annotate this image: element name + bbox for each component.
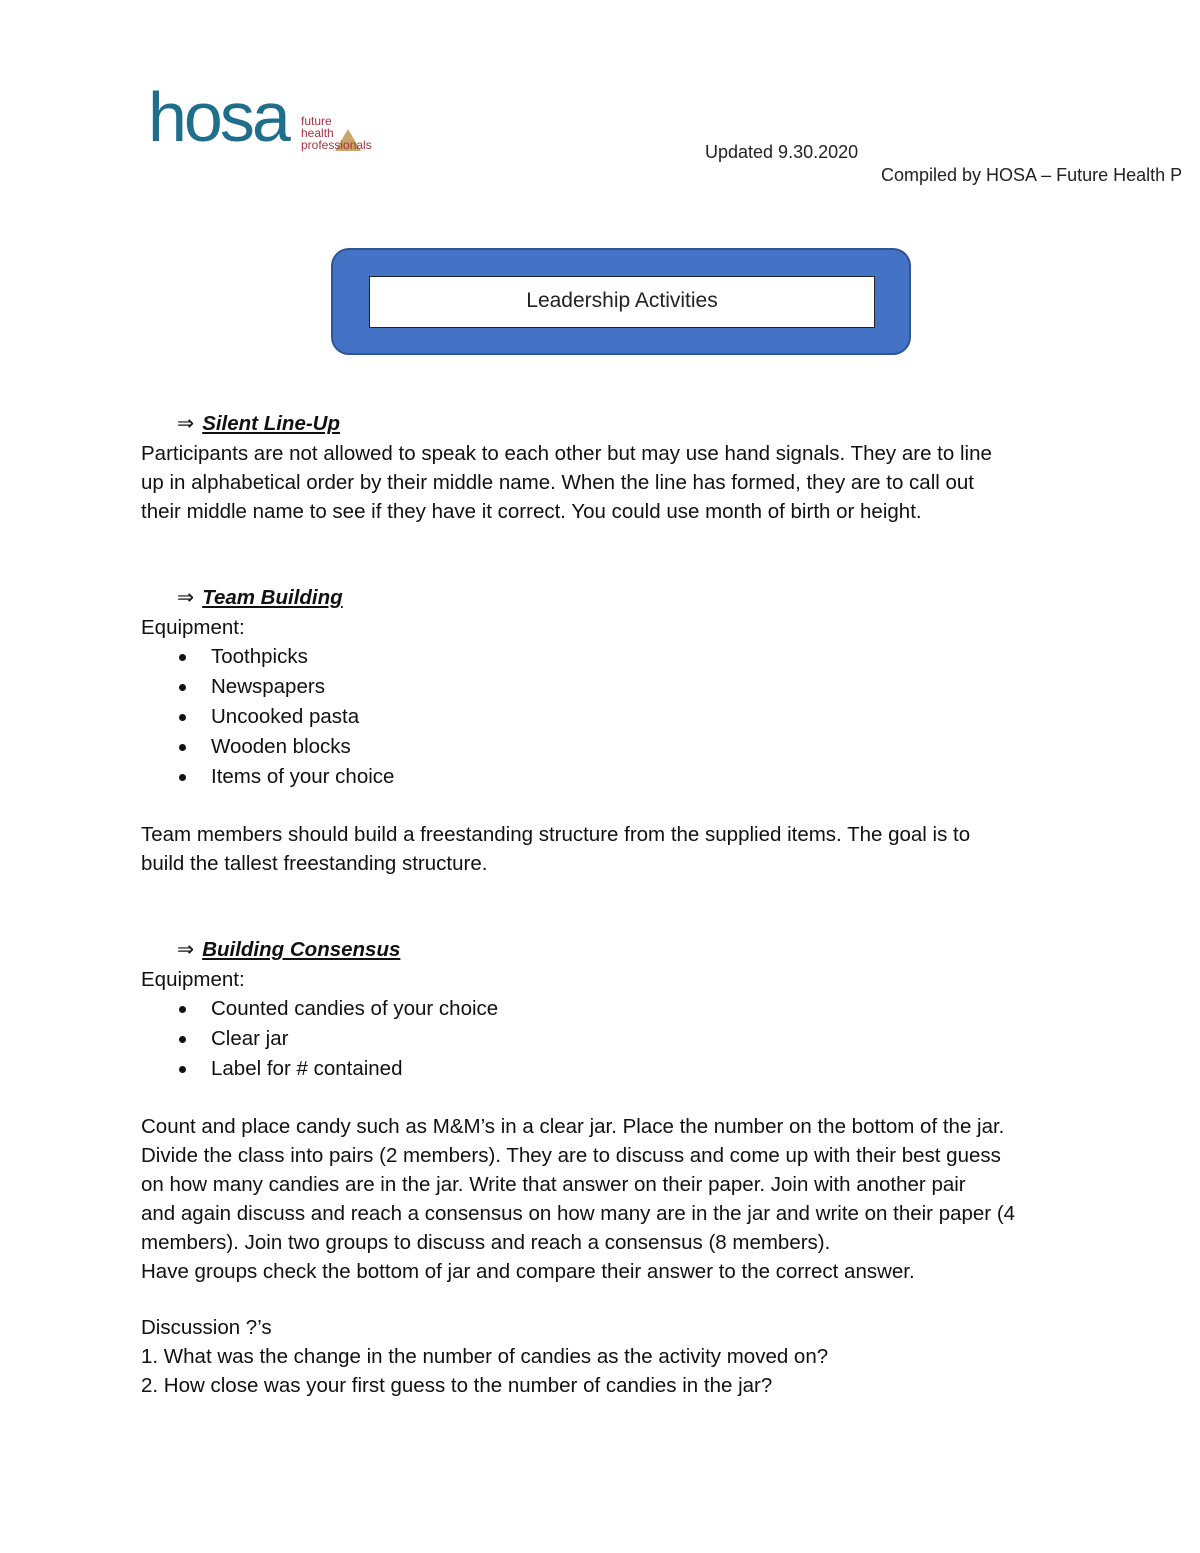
discussion-questions [141,1342,1071,1400]
list-item: Toothpicks [175,642,394,672]
section-heading-team-building: ⇒ Team Building [177,586,343,609]
list-item: Items of your choice [175,762,394,792]
compiled-by: Compiled by HOSA – Future Health P [881,165,1183,185]
bullet-icon [179,744,186,751]
list-item: Uncooked pasta [175,702,394,732]
hosa-logo [148,78,388,178]
list-item: Label for # contained [175,1054,498,1084]
list-item: Clear jar [175,1024,498,1054]
arrow-icon: ⇒ [177,412,195,435]
title-banner [331,248,911,355]
bullet-icon [179,774,186,781]
bullet-icon [179,654,186,661]
list-item: Newspapers [175,672,394,702]
silent-lineup-description: Participants are not allowed to speak to each other but may use hand signals. They are to line up in alphabetical order by their middle name. When the line has formed, they are to call out their middle name to see if they have it correct. You could use month of birth or height. [141,442,992,523]
updated-date: Updated 9.30.2020 [705,142,859,162]
bullet-icon [179,1066,186,1073]
bullet-icon [179,1006,186,1013]
section-heading-silent-lineup: ⇒ Silent Line-Up [177,412,340,435]
equipment-label: Equipment: [141,616,245,639]
section-heading-building-consensus: ⇒ Building Consensus [177,938,401,961]
bullet-icon [179,684,186,691]
team-building-description: Team members should build a freestanding structure from the supplied items. The goal is to build the tallest freestanding structure. [141,823,971,875]
bullet-icon [179,1036,186,1043]
list-item: Wooden blocks [175,732,394,762]
bullet-icon [179,714,186,721]
list-item: 2. How close was your first guess to the number of candies in the jar? [141,1374,773,1397]
equipment-label: Equipment: [141,968,245,991]
arrow-icon: ⇒ [177,586,195,609]
arrow-icon: ⇒ [177,938,195,961]
building-consensus-equipment-list [175,994,498,1084]
logo-tagline: future health professionals [301,114,372,152]
logo-wordmark: hosa [148,78,288,156]
title-box [369,276,875,328]
list-item: 1. What was the change in the number of candies as the activity moved on? [141,1345,829,1368]
discussion-label: Discussion ?’s [141,1316,272,1339]
page-title: Leadership Activities [526,289,718,312]
team-building-equipment-list [175,642,394,792]
list-item: Counted candies of your choice [175,994,498,1024]
building-consensus-description: Count and place candy such as M&M’s in a clear jar. Place the number on the bottom of the jar. Divide the class into pairs (2 members). They are to discuss and come up with their best guess on how many candies are in the jar. Write that answer on their paper. Join with another pair and again discuss and reach a consensus on how many are in the jar and write on their paper (4 members). Join two groups to discuss and reach a consensus (8 members). Have groups check the bottom of jar and compare their answer to the correct answer. [141,1115,1016,1283]
